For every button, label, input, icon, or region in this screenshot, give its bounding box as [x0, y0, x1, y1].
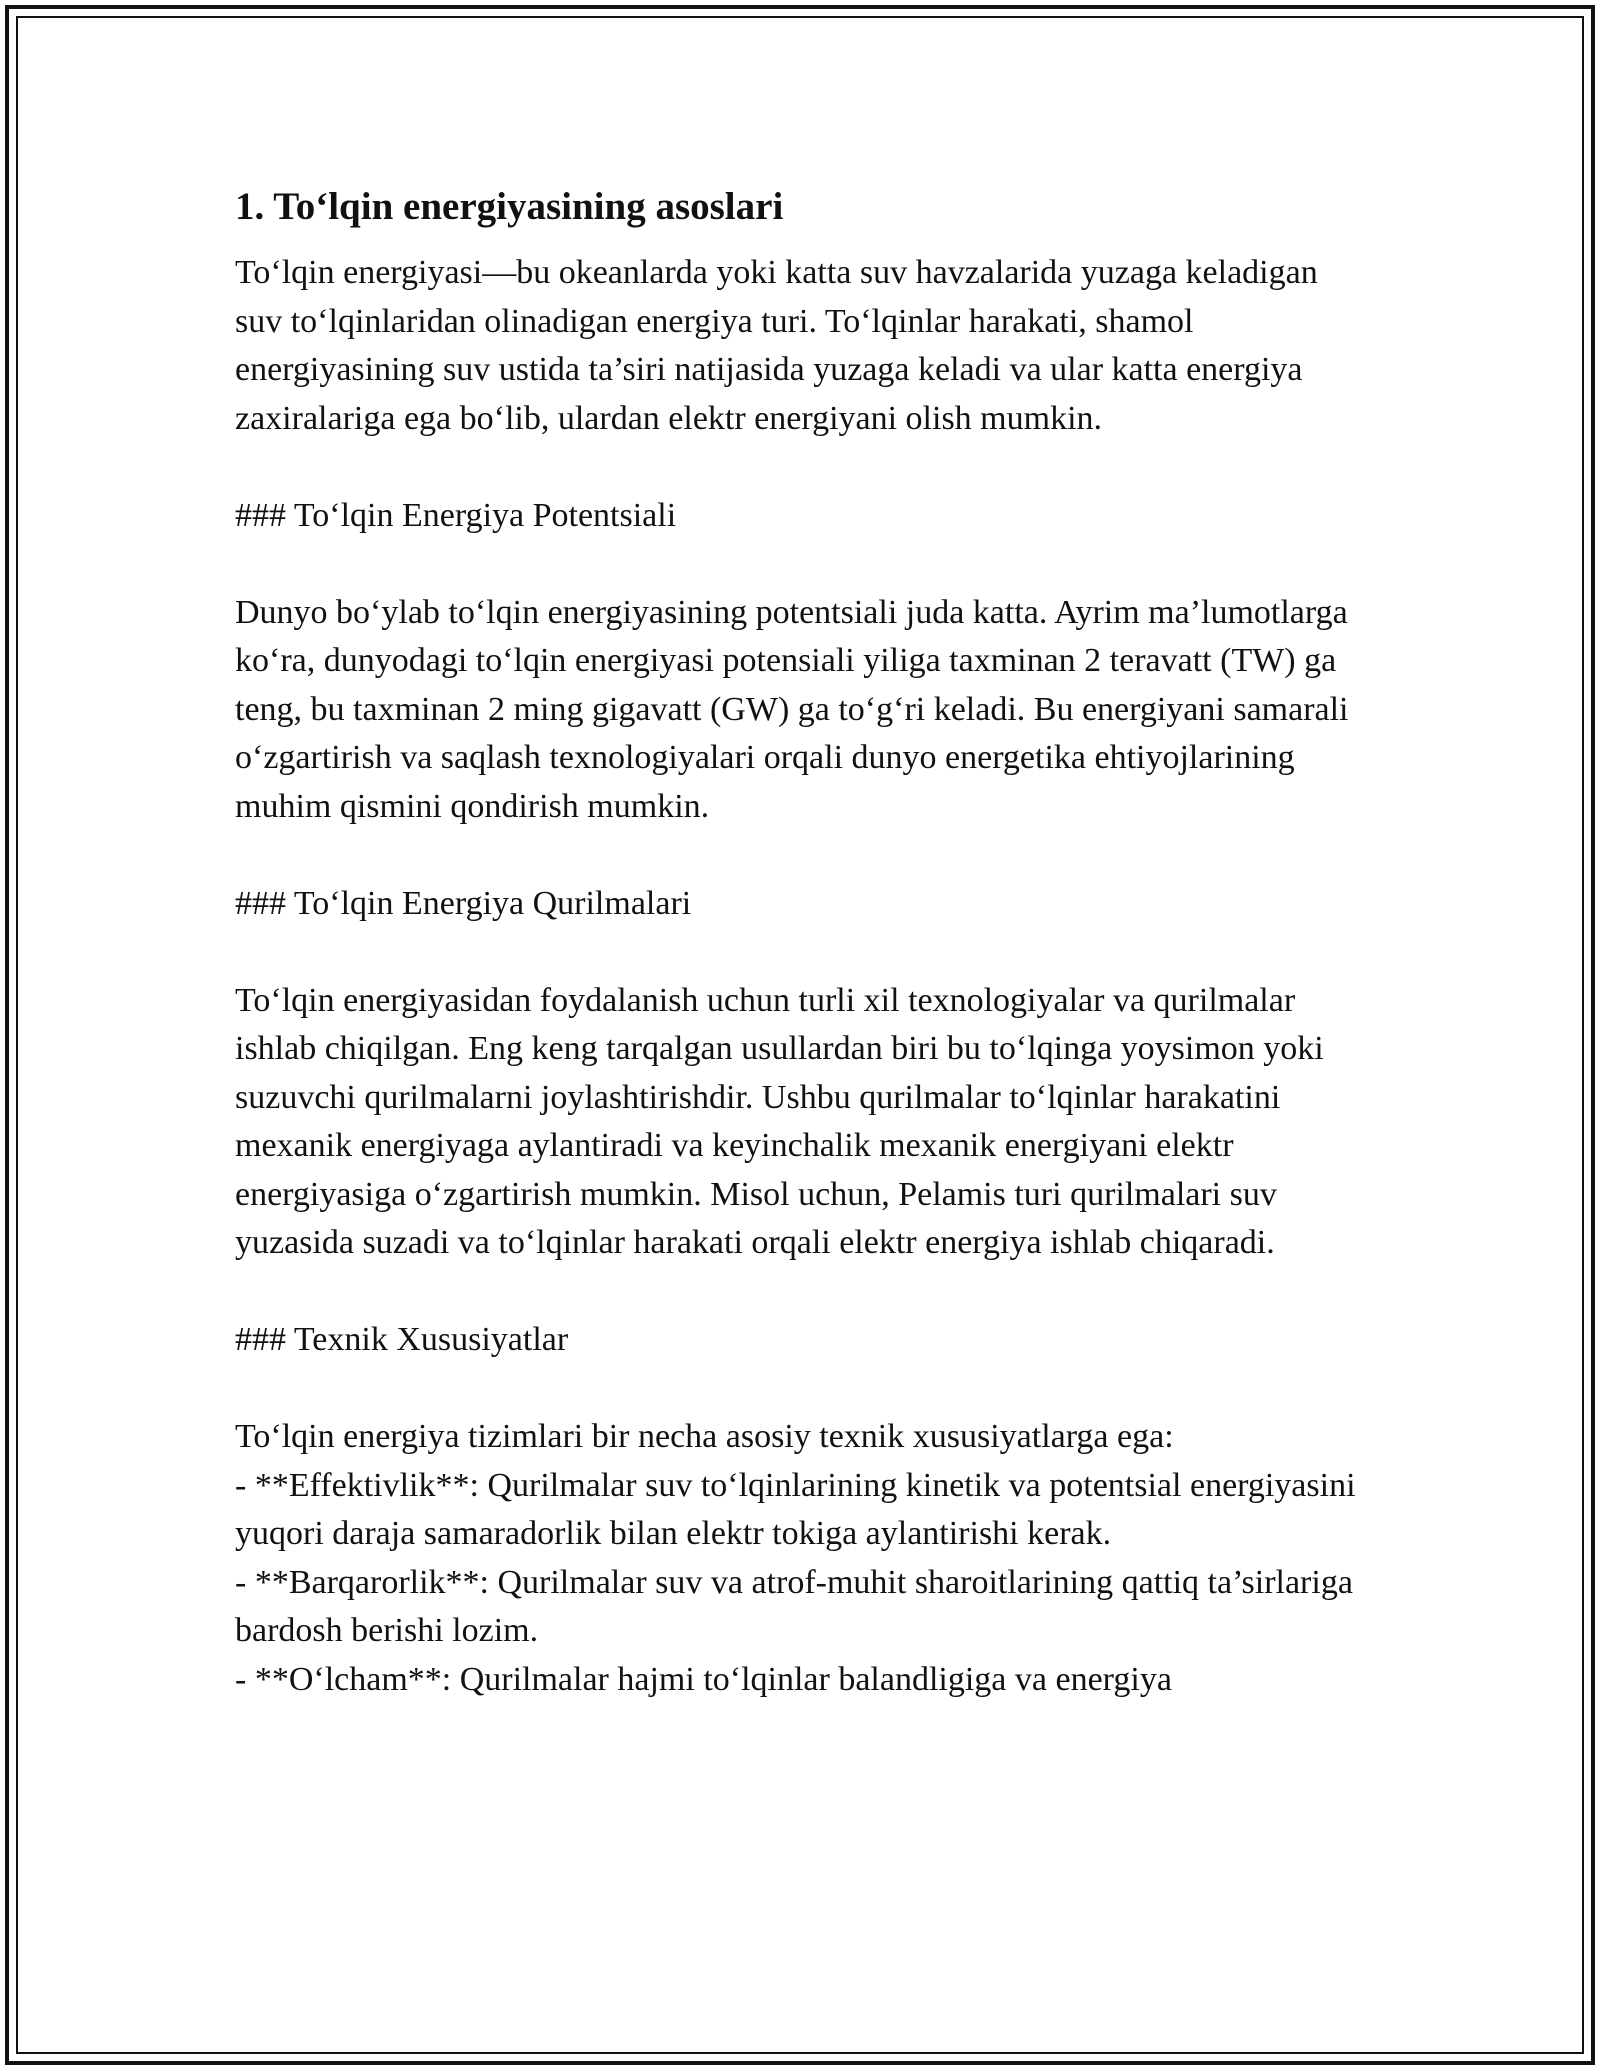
- features-block: [235, 1413, 1370, 1704]
- intro-paragraph: To‘lqin energiyasi—bu okeanlarda yoki katta suv havzalarida yuzaga keladigan suv to‘lqinlaridan olinadigan energiya turi. To‘lqinlar harakati, shamol energiyasining suv ustida ta’siri natijasida yuzaga keladi va ular katta energiya zaxiralariga ega bo‘lib, ulardan elektr energiyani olish mumkin.: [235, 254, 1318, 437]
- subheading-technical: ### Texnik Xususiyatlar: [235, 1321, 569, 1358]
- paragraph-devices: To‘lqin energiyasidan foydalanish uchun turli xil texnologiyalar va qurilmalar ishlab chiqilgan. Eng keng tarqalgan usullardan biri bu to‘lqinga yoysimon yoki suzuvchi qurilmalarni joylashtirishdir. Ushbu qurilmalar to‘lqinlar harakatini mexanik energiyaga aylantiradi va keyinchalik mexanik energiyani elektr energiyasiga o‘zgartirish mumkin. Misol uchun, Pelamis turi qurilmalari suv yuzasida suzadi va to‘lqinlar harakati orqali elektr energiya ishlab chiqaradi.: [235, 981, 1324, 1261]
- section-title: 1. To‘lqin energiyasining asoslari: [235, 185, 784, 228]
- list-item-effectiveness: - **Effektivlik**: Qurilmalar suv to‘lqinlarining kinetik va potentsial energiyasini yuqori daraja samaradorlik bilan elektr tokiga aylantirishi kerak.: [235, 1466, 1356, 1552]
- list-item-stability: - **Barqarorlik**: Qurilmalar suv va atrof-muhit sharoitlarining qattiq ta’sirlariga bardosh berishi lozim.: [235, 1563, 1353, 1649]
- document-body: [235, 183, 1370, 1704]
- list-item-size: - **O‘lcham**: Qurilmalar hajmi to‘lqinlar balandligiga va energiya: [235, 1660, 1172, 1698]
- features-intro: To‘lqin energiya tizimlari bir necha asosiy texnik xususiyatlarga ega:: [235, 1418, 1174, 1455]
- subheading-potential: ### To‘lqin Energiya Potentsiali: [235, 496, 677, 534]
- paragraph-potential: Dunyo bo‘ylab to‘lqin energiyasining potentsiali juda katta. Ayrim ma’lumotlarga ko‘ra, dunyodagi to‘lqin energiyasi potensiali yiliga taxminan 2 teravatt (TW) ga teng, bu taxminan 2 ming gigavatt (GW) ga to‘g‘ri keladi. Bu energiyani samarali o‘zgartirish va saqlash texnologiyalari orqali dunyo energetika ehtiyojlarining muhim qismini qondirish mumkin.: [235, 593, 1349, 825]
- subheading-devices: ### To‘lqin Energiya Qurilmalari: [235, 884, 692, 922]
